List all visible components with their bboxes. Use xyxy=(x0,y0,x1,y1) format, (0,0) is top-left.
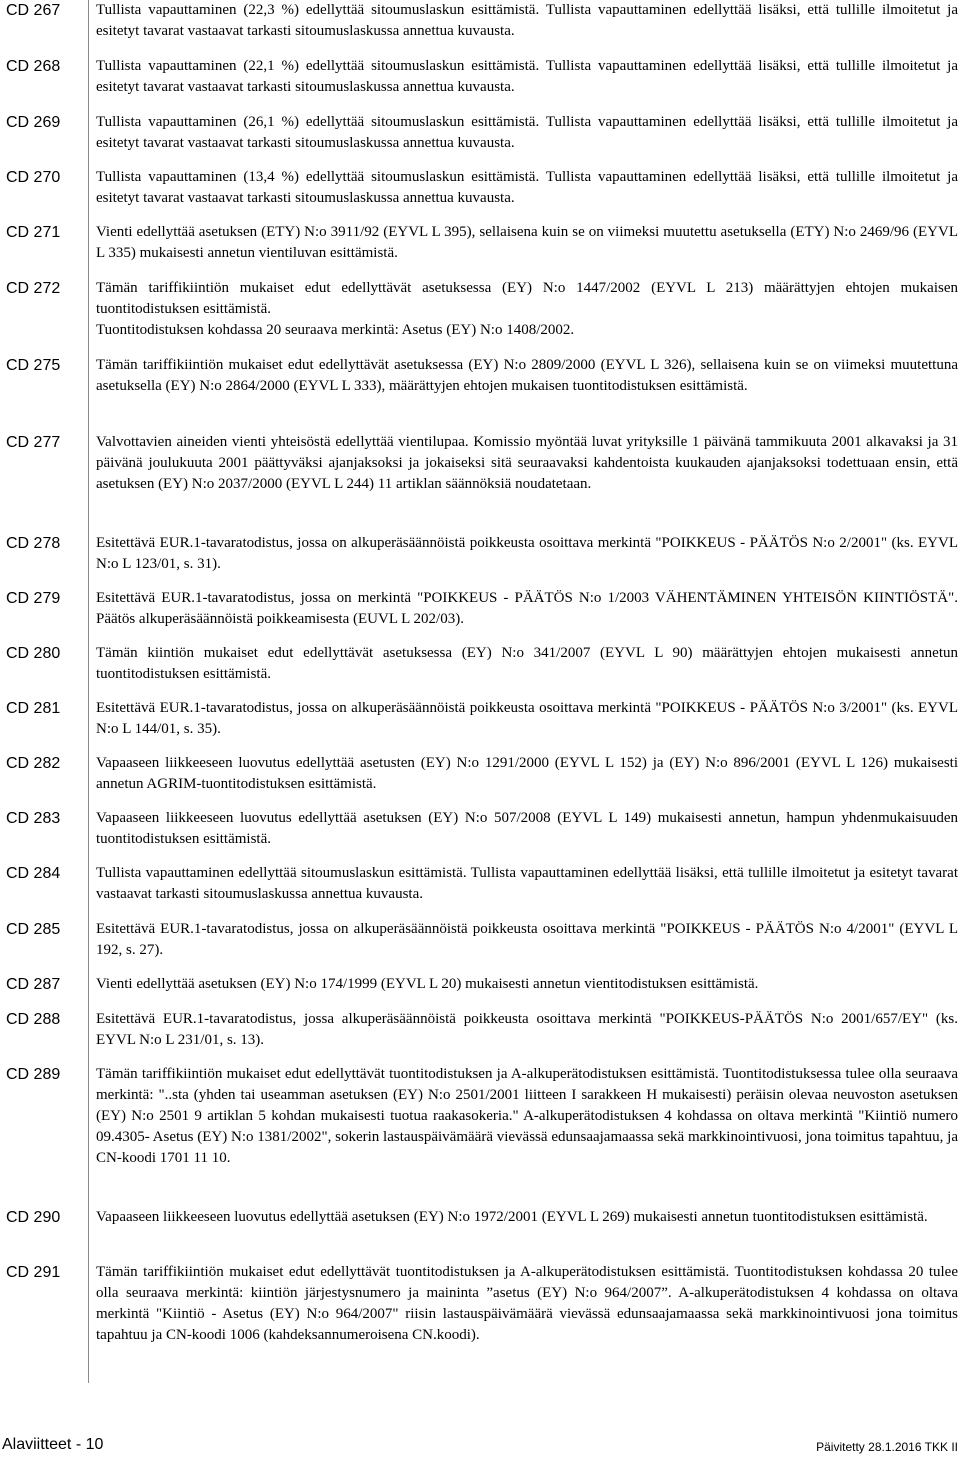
footnote-paragraph: Vapaaseen liikkeeseen luovutus edellyttää asetuksen (EY) N:o 1972/2001 (EYVL L 269) mukaisesti annetun tuontitodistuksen esittämistä. xyxy=(96,1209,928,1225)
footnote-text xyxy=(96,643,958,685)
footnote-code: CD 269 xyxy=(6,114,61,131)
footnote-text xyxy=(96,1262,958,1346)
footnote-code: CD 289 xyxy=(6,1066,61,1083)
footnote-text xyxy=(96,533,958,575)
footnote-text xyxy=(96,1064,958,1169)
footnote-paragraph: Esitettävä EUR.1-tavaratodistus, jossa on alkuperäsäännöistä poikkeusta osoittava merkintä "POIKKEUS - PÄÄTÖS N:o 2/2001" (ks. EYVL N:o L 123/01, s. 31). xyxy=(96,535,958,572)
footnote-code: CD 270 xyxy=(6,169,61,186)
footnote-text xyxy=(96,278,958,341)
footnote-text xyxy=(96,1009,958,1051)
footnote-text xyxy=(96,0,958,42)
footnote-code: CD 285 xyxy=(6,921,61,938)
footnote-text xyxy=(96,698,958,740)
footnote-paragraph: Esitettävä EUR.1-tavaratodistus, jossa on merkintä "POIKKEUS - PÄÄTÖS N:o 1/2003 VÄHENTÄMINEN YHTEISÖN KIINTIÖSTÄ". Päätös alkuperäsäännöistä poikkeamisesta (EUVL L 202/03). xyxy=(96,590,958,627)
footnote-code: CD 283 xyxy=(6,810,61,827)
footnote-code: CD 267 xyxy=(6,2,61,19)
footnote-paragraph: Esitettävä EUR.1-tavaratodistus, jossa alkuperäsäännöistä poikkeusta osoittava merkintä "POIKKEUS-PÄÄTÖS N:o 2001/657/EY" (ks. EYVL N:o L 231/01, s. 13). xyxy=(96,1011,958,1048)
footnote-paragraph: Vapaaseen liikkeeseen luovutus edellyttää asetuksen (EY) N:o 507/2008 (EYVL L 149) mukaisesti annetun, hampun yhdenmukaisuuden tuontitodistuksen esittämistä. xyxy=(96,810,958,847)
footnote-paragraph: Tämän kiintiön mukaiset edut edellyttävät asetuksessa (EY) N:o 341/2007 (EYVL L 90) määrättyjen ehtojen mukaisesti annetun tuontitodistuksen esittämistä. xyxy=(96,645,958,682)
footnote-code: CD 278 xyxy=(6,535,61,552)
footnote-code: CD 284 xyxy=(6,865,61,882)
footnote-code: CD 268 xyxy=(6,58,61,75)
footnote-code: CD 280 xyxy=(6,645,61,662)
footnote-code: CD 291 xyxy=(6,1264,61,1281)
column-divider xyxy=(88,0,89,1383)
footnote-paragraph: Esitettävä EUR.1-tavaratodistus, jossa on alkuperäsäännöistä poikkeusta osoittava merkintä "POIKKEUS - PÄÄTÖS N:o 4/2001" (EYVL L 192, s. 27). xyxy=(96,921,958,958)
footnote-code: CD 272 xyxy=(6,280,61,297)
footnote-paragraph: Tämän tariffikiintiön mukaiset edut edellyttävät tuontitodistuksen ja A-alkuperätodistuksen esittämistä. Tuontitodistuksen kohdassa 20 tulee olla seuraava merkintä: kiintiön järjestysnumero ja maininta ”asetus (EY) N:o 964/2007”. A-alkuperätodistuksen 4 kohdassa on oltava merkintä "Kiintiö - Asetus (EY) N:o 964/2007" riisin lastauspäivämäärä vievässä edunsaajamaassa sekä markkinointivuosi jona toimitus tapahtuu ja CN-koodi 1006 (kahdeksannumeroisena CN.koodi). xyxy=(96,1264,958,1343)
footnote-code: CD 277 xyxy=(6,434,61,451)
footer-updated-date: Päivitetty 28.1.2016 TKK II xyxy=(816,1440,958,1454)
footnote-paragraph: Tullista vapauttaminen (13,4 %) edellyttää sitoumuslaskun esittämistä. Tullista vapauttaminen edellyttää lisäksi, että tullille ilmoitetut ja esitetyt tavarat vastaavat tarkasti sitoumuslaskussa annettua kuvausta. xyxy=(96,169,958,206)
footnote-text xyxy=(96,863,958,905)
footnote-text xyxy=(96,112,958,154)
footnote-code: CD 288 xyxy=(6,1011,61,1028)
footnote-code: CD 282 xyxy=(6,755,61,772)
footnote-text xyxy=(96,56,958,98)
footnote-paragraph: Tullista vapauttaminen edellyttää sitoumuslaskun esittämistä. Tullista vapauttaminen edellyttää lisäksi, että tullille ilmoitetut ja esitetyt tavarat vastaavat tarkasti sitoumuslaskussa annettua kuvausta. xyxy=(96,865,958,902)
footnote-paragraph: Tämän tariffikiintiön mukaiset edut edellyttävät asetuksessa (EY) N:o 2809/2000 (EYVL L 326), sellaisena kuin se on viimeksi muutettuna asetuksella (EY) N:o 2864/2000 (EYVL L 333), määrättyjen ehtojen mukaisen tuontitodistuksen esittämistä. xyxy=(96,357,958,394)
footnote-text xyxy=(96,919,958,961)
footnote-paragraph: Vienti edellyttää asetuksen (EY) N:o 174/1999 (EYVL L 20) mukaisesti annetun vientitodistuksen esittämistä. xyxy=(96,976,759,992)
footnote-code: CD 287 xyxy=(6,976,61,993)
footnote-paragraph: Tullista vapauttaminen (22,3 %) edellyttää sitoumuslaskun esittämistä. Tullista vapauttaminen edellyttää lisäksi, että tullille ilmoitetut ja esitetyt tavarat vastaavat tarkasti sitoumuslaskussa annettua kuvausta. xyxy=(96,2,958,39)
footnote-text xyxy=(96,974,958,995)
footnote-text xyxy=(96,222,958,264)
footnote-paragraph: Tullista vapauttaminen (26,1 %) edellyttää sitoumuslaskun esittämistä. Tullista vapauttaminen edellyttää lisäksi, että tullille ilmoitetut ja esitetyt tavarat vastaavat tarkasti sitoumuslaskussa annettua kuvausta. xyxy=(96,114,958,151)
footnote-code: CD 281 xyxy=(6,700,61,717)
footnote-paragraph: Vapaaseen liikkeeseen luovutus edellyttää asetusten (EY) N:o 1291/2000 (EYVL L 152) ja (EY) N:o 896/2001 (EYVL L 126) mukaisesti annetun AGRIM-tuontitodistuksen esittämistä. xyxy=(96,755,958,792)
footnote-code: CD 279 xyxy=(6,590,61,607)
footnote-paragraph: Esitettävä EUR.1-tavaratodistus, jossa on alkuperäsäännöistä poikkeusta osoittava merkintä "POIKKEUS - PÄÄTÖS N:o 3/2001" (ks. EYVL N:o L 144/01, s. 35). xyxy=(96,700,958,737)
footnote-code: CD 271 xyxy=(6,224,61,241)
footnote-paragraph: Valvottavien aineiden vienti yhteisöstä edellyttää vientilupaa. Komissio myöntää luvat yrityksille 1 päivänä tammikuuta 2001 alkavaksi ja 31 päivänä joulukuuta 2001 päättyväksi ajanjaksoksi ja jokaiseksi sitä seuraavaksi kahdentoista kuukauden ajanjaksoksi todettuaan ensin, että asetuksen (EY) N:o 2037/2000 (EYVL L 244) 11 artiklan säännöksiä noudatetaan. xyxy=(96,434,958,492)
footnote-paragraph: Vienti edellyttää asetuksen (ETY) N:o 3911/92 (EYVL L 395), sellaisena kuin se on viimeksi muutettu asetuksella (ETY) N:o 2469/96 (EYVL L 335) mukaisesti annetun vientiluvan esittämistä. xyxy=(96,224,958,261)
footnote-paragraph: Tuontitodistuksen kohdassa 20 seuraava merkintä: Asetus (EY) N:o 1408/2002. xyxy=(96,322,575,338)
footnote-text xyxy=(96,167,958,209)
footnote-text xyxy=(96,753,958,795)
footnote-text xyxy=(96,588,958,630)
footnote-text xyxy=(96,808,958,850)
footnote-text xyxy=(96,1207,958,1228)
footnote-paragraph: Tämän tariffikiintiön mukaiset edut edellyttävät asetuksessa (EY) N:o 1447/2002 (EYVL L 213) määrättyjen ehtojen mukaisen tuontitodistuksen esittämistä. xyxy=(96,280,958,317)
footnote-text xyxy=(96,355,958,397)
footnote-text xyxy=(96,432,958,495)
footnote-paragraph: Tullista vapauttaminen (22,1 %) edellyttää sitoumuslaskun esittämistä. Tullista vapauttaminen edellyttää lisäksi, että tullille ilmoitetut ja esitetyt tavarat vastaavat tarkasti sitoumuslaskussa annettua kuvausta. xyxy=(96,58,958,95)
footnote-code: CD 290 xyxy=(6,1209,61,1226)
footnote-paragraph: Tämän tariffikiintiön mukaiset edut edellyttävät tuontitodistuksen ja A-alkuperätodistuksen esittämistä. Tuontitodistuksessa tulee olla seuraava merkintä: "..sta (yhden tai useamman asetuksen (EY) N:o 2501/2001 liitteen I sarakkeen H mukaisesti) peräisin olevaa neuvoston asetuksen (EY) N:o 2501 9 artiklan 5 kohdan mukaisesti tuotua raakasokeria." A-alkuperätodistuksen 4 kohdassa on oltava merkintä "Kiintiö numero 09.4305- Asetus (EY) N:o 1381/2002", sokerin lastauspäivämäärä vievässä edunsaajamaassa sekä markkinointivuosi, jona toimitus tapahtuu, ja CN-koodi 1701 11 10. xyxy=(96,1066,958,1166)
footnote-code: CD 275 xyxy=(6,357,61,374)
footer-title: Alaviitteet - 10 xyxy=(2,1436,104,1453)
